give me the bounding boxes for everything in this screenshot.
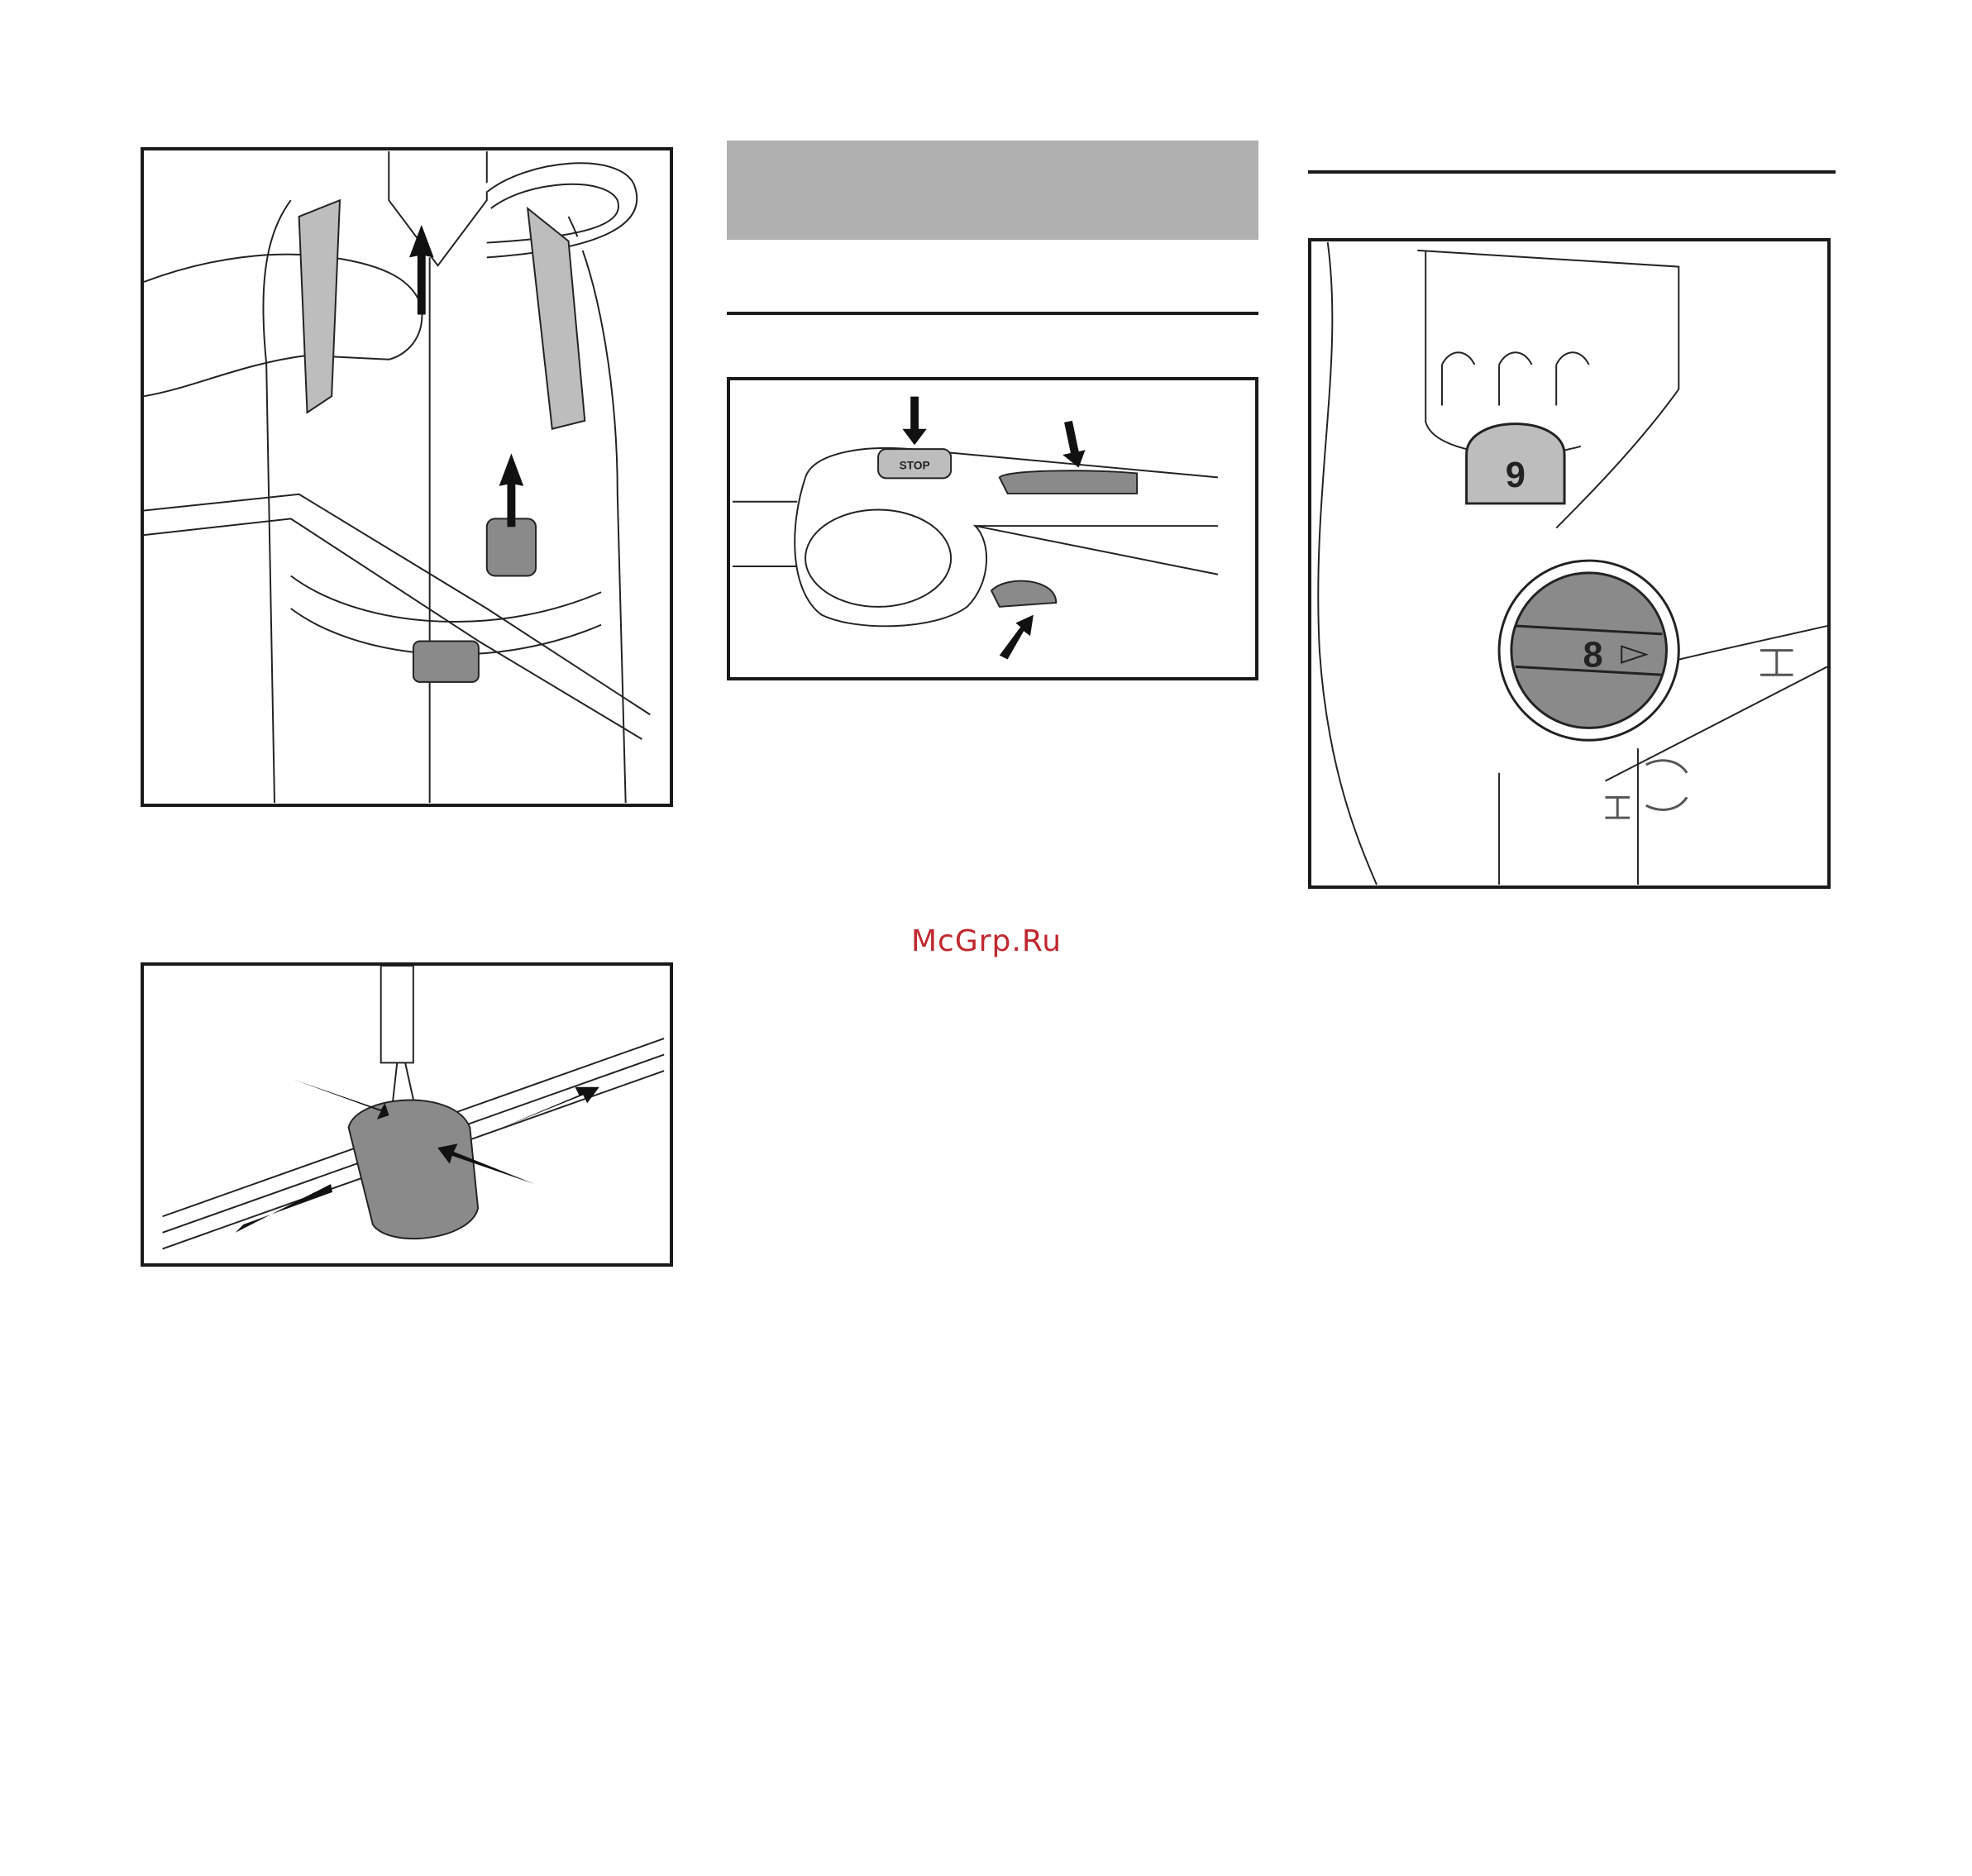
figure-harness-on-operator — [141, 147, 673, 807]
start-position-icon — [1646, 761, 1687, 810]
throttle-lockout-icon — [1000, 470, 1137, 494]
throttle-trigger-icon — [991, 581, 1056, 607]
figure-carburetor-adjustment — [1308, 238, 1831, 889]
watermark-text: McGrp.Ru — [911, 924, 1062, 958]
part-9-label: 9 — [1505, 456, 1526, 496]
carburetor-illustration — [1311, 241, 1827, 885]
choke-closed-icon — [1760, 651, 1793, 675]
run-position-icon — [1605, 797, 1630, 818]
section-heading-band — [727, 141, 1258, 240]
figure-control-handle — [727, 377, 1258, 680]
section-rule-right — [1308, 170, 1836, 174]
control-handle-illustration — [730, 380, 1255, 677]
clip-illustration — [144, 966, 670, 1263]
figure-carrying-clip-on-pole — [141, 962, 673, 1267]
section-rule-middle — [727, 312, 1258, 315]
harness-illustration — [144, 150, 670, 804]
part-8-label: 8 — [1583, 635, 1603, 675]
stop-switch-label: STOP — [899, 459, 930, 472]
